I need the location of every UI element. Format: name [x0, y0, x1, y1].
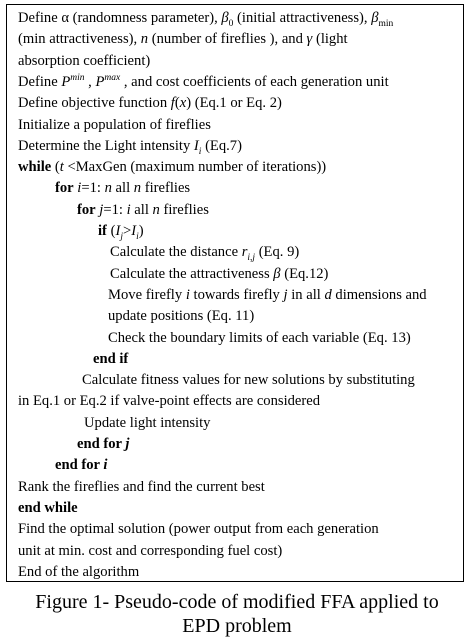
text: (Eq. 9) — [255, 244, 300, 261]
var-d: d — [324, 286, 332, 303]
text: , and cost coefficients of each generation unit — [120, 73, 389, 90]
text: Find the optimal solution (power output from each generation — [18, 521, 379, 538]
text: towards firefly — [189, 286, 284, 303]
text: Calculate fitness values for new solutions by substituting — [82, 372, 415, 389]
line-rank — [7, 477, 463, 498]
line-unit-cost — [7, 541, 463, 562]
line-absorption — [7, 51, 463, 72]
var-j: j — [99, 201, 104, 218]
line-end-algorithm — [7, 562, 463, 583]
var-p: P — [61, 73, 71, 90]
line-find-optimal — [7, 519, 463, 540]
text: Check the boundary limits of each variable (Eq. 13) — [108, 329, 411, 346]
text: fireflies — [141, 180, 191, 197]
line-update-positions — [7, 306, 463, 327]
text: , — [84, 73, 96, 90]
text: End of the algorithm — [18, 563, 140, 580]
figure-caption — [0, 590, 474, 638]
line-calc-fitness — [7, 370, 463, 391]
text: all — [130, 201, 153, 218]
text: ( — [174, 95, 180, 112]
text: (initial attractiveness), — [233, 10, 372, 26]
text: fireflies — [159, 201, 209, 218]
var-i: i — [185, 286, 190, 303]
line-check-limits — [7, 328, 463, 349]
keyword-for: for — [77, 201, 96, 218]
var-r: r — [241, 244, 248, 261]
subscript: j — [120, 231, 123, 242]
line-end-for-j — [7, 434, 463, 455]
var-i: I — [115, 223, 121, 239]
keyword-end-for: end for — [77, 436, 126, 452]
line-end-if — [7, 349, 463, 370]
pseudocode-box — [6, 4, 464, 582]
line-initialize — [7, 115, 463, 136]
line-valve-point — [7, 391, 463, 412]
subscript: i — [136, 231, 139, 242]
text: in Eq.1 or Eq.2 if valve-point effects are considered — [18, 393, 321, 410]
text: <MaxGen (maximum number of iterations)) — [63, 159, 327, 176]
text: Initialize a population of fireflies — [18, 116, 211, 133]
subscript: i,j — [247, 253, 256, 264]
var-t: t — [59, 159, 64, 176]
text: Define — [18, 10, 62, 26]
line-define-limits — [7, 72, 463, 93]
text: Rank the fireflies and find the current best — [18, 478, 265, 495]
text: (Eq.7) — [201, 137, 242, 154]
caption-line: EPD problem — [182, 615, 292, 637]
line-define-parameters — [7, 8, 463, 29]
text: (light — [312, 31, 348, 48]
text: update positions (Eq. 11) — [108, 308, 255, 325]
var-n: n — [133, 180, 142, 197]
line-update-light — [7, 413, 463, 434]
text: Determine the Light intensity — [18, 137, 194, 154]
var-f: f — [170, 95, 175, 112]
text: Calculate the distance — [110, 244, 242, 261]
text: Define objective function — [18, 95, 171, 112]
symbol-gamma: γ — [306, 31, 313, 48]
var-n: n — [152, 201, 160, 218]
text: dimensions and — [331, 286, 427, 303]
text: =1: — [103, 201, 127, 218]
text: (Eq.12) — [280, 265, 329, 282]
text: Calculate the attractiveness — [110, 265, 274, 282]
symbol-alpha: α — [61, 10, 70, 26]
symbol-beta: β — [221, 10, 229, 26]
var-i: i — [103, 457, 108, 474]
line-end-for-i — [7, 455, 463, 476]
var-i: I — [193, 137, 199, 154]
subscript: 0 — [228, 18, 234, 29]
var-i: I — [131, 223, 137, 239]
line-calc-distance — [7, 242, 463, 263]
line-while — [7, 157, 463, 178]
symbol-beta: β — [273, 265, 281, 282]
line-light-intensity — [7, 136, 463, 157]
subscript: i — [198, 146, 202, 157]
var-j: j — [283, 286, 288, 303]
text: ( — [106, 223, 116, 239]
var-x: x — [179, 95, 187, 112]
var-p: P — [95, 73, 105, 90]
superscript: min — [70, 73, 85, 84]
text: Move firefly — [108, 286, 186, 303]
text: Update light intensity — [84, 414, 211, 431]
text: absorption coefficient) — [18, 52, 151, 69]
keyword-end-for: end for — [55, 457, 104, 474]
text: =1: — [81, 180, 105, 197]
text: Define — [18, 73, 62, 90]
keyword-end-if: end if — [93, 350, 129, 367]
symbol-beta: β — [371, 10, 379, 26]
line-min-attractiveness — [7, 29, 463, 50]
text: > — [122, 223, 132, 239]
var-i: i — [77, 180, 82, 197]
text: all — [111, 180, 134, 197]
var-j: j — [125, 436, 130, 452]
line-calc-attractiveness — [7, 264, 463, 285]
line-objective-function — [7, 93, 463, 114]
text: (randomness parameter), — [69, 10, 222, 26]
var-n: n — [140, 31, 149, 48]
keyword-if: if — [98, 223, 107, 239]
text: (number of fireflies ), and — [148, 31, 307, 48]
line-if — [7, 221, 463, 242]
keyword-end-while: end while — [18, 499, 78, 516]
var-n: n — [104, 180, 112, 197]
text: ( — [51, 159, 60, 176]
text: (min attractiveness), — [18, 31, 141, 48]
caption-line: Figure 1- Pseudo-code of modified FFA applied to — [35, 591, 439, 613]
text: ) (Eq.1 or Eq. 2) — [186, 95, 282, 112]
text: in all — [287, 286, 325, 303]
var-i: i — [126, 201, 131, 218]
line-for-i — [7, 178, 463, 199]
superscript: max — [104, 73, 121, 84]
line-for-j — [7, 200, 463, 221]
keyword-for: for — [55, 180, 74, 197]
text: unit at min. cost and corresponding fuel cost) — [18, 542, 283, 559]
text: ) — [138, 223, 144, 239]
subscript: min — [378, 18, 394, 29]
keyword-while: while — [18, 159, 52, 176]
line-end-while — [7, 498, 463, 519]
line-move-firefly — [7, 285, 463, 306]
